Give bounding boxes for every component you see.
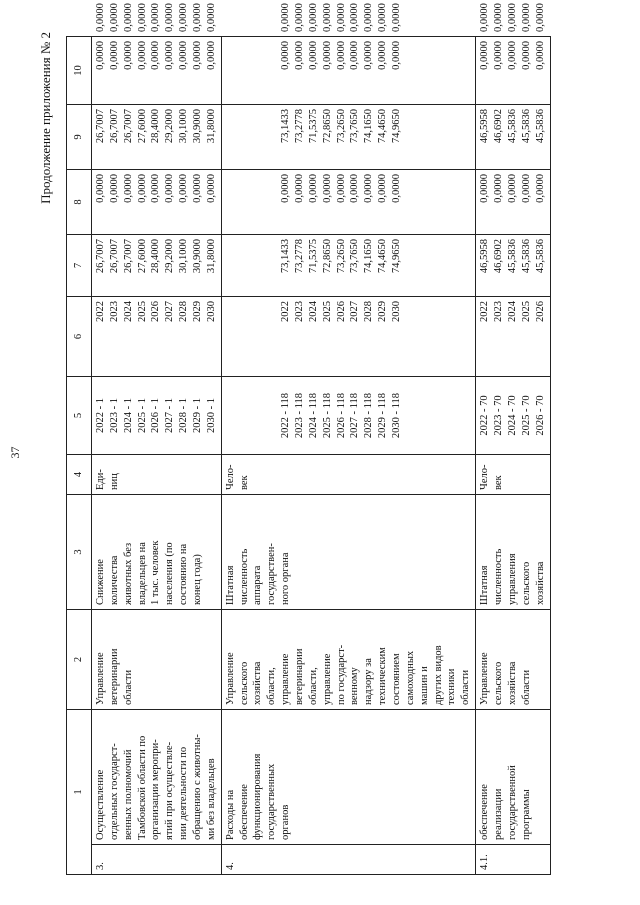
continuation-title: Продолжение приложения № 2 [38, 32, 53, 204]
col7-values: 0,0000 0,0000 0,0000 0,0000 0,0000 0,0000 0,0000 0,0000 0,0000 [221, 170, 475, 235]
col9-values: 0,0000 0,0000 0,0000 0,0000 0,0000 0,0000 0,0000 0,0000 0,0000 [92, 37, 222, 105]
unit: Еди- ниц [92, 455, 222, 495]
target-values: 2022 - 1 2023 - 1 2024 - 1 2025 - 1 2026 - 1 2027 - 1 2028 - 1 2029 - 1 2030 - 1 [92, 377, 222, 455]
target-values: 2022 - 118 2023 - 118 2024 - 118 2025 - 118 2026 - 118 2027 - 118 2028 - 118 2029 - 118 2030 - 118 [221, 377, 475, 455]
years: 2022 2023 2024 2025 2026 2027 2028 2029 2030 [92, 297, 222, 377]
col7-values: 0,0000 0,0000 0,0000 0,0000 0,0000 0,0000 0,0000 0,0000 0,0000 [92, 170, 222, 235]
row-number: 3. [92, 845, 222, 875]
col-header-8: 8 [67, 170, 92, 235]
col-header-6: 6 [67, 297, 92, 377]
column-number-row [67, 37, 92, 875]
row-number: 4.1. [476, 845, 550, 875]
indicator: Штатная численность управления сельского хозяйства [476, 495, 550, 610]
total-values: 73,1433 73,2778 71,5375 72,8650 73,2650 73,7650 74,1650 74,4650 74,9650 [221, 235, 475, 297]
page-number: 37 [8, 446, 22, 459]
col8-values: 26,7007 26,7007 26,7007 27,6000 28,4000 29,2000 30,1000 30,9000 31,8000 [92, 105, 222, 170]
years: 2022 2023 2024 2025 2026 [476, 297, 550, 377]
table-row: 3. Осуществление отдельных государст- венных полномочий Тамбовской области по организации меропри- ятий при осуществле- нии деятельности по обращению с животны- ми без владельцев Управление ветеринарии области Снижение количества животных без владельцев на 1 тыс. человек населения (по состоянию на конец года) Еди- ниц 2022 - 1 2023 - 1 2024 - 1 2025 - 1 2026 - 1 2027 - 1 2028 - 1 2029 - 1 2030 - 1 2022 2023 2024 2025 2026 2027 2028 2029 2030 26,7007 26,7007 26,7007 27,6000 28,4000 29,2000 30,1000 30,9000 31,8000 0,0000 0,0000 0,0000 0,0000 0,0000 0,0000 0,0000 0,0000 0,0000 26,7007 26,7007 26,7007 27,6000 28,4000 29,2000 30,1000 30,9000 31,8000 0,0000 0,0000 0,0000 0,0000 0,0000 0,0000 0,0000 0,0000 0,0000 0,0000 0,0000 0,0000 0,0000 0,0000 0,0000 0,0000 0,0000 0,0000 [92, 37, 222, 875]
col7-values: 0,0000 0,0000 0,0000 0,0000 0,0000 [476, 170, 550, 235]
total-values: 26,7007 26,7007 26,7007 27,6000 28,4000 29,2000 30,1000 30,9000 31,8000 [92, 235, 222, 297]
executor: Управление сельского хозяйства области, управление ветеринарии области, управление по государст- венному надзору за техническим состоянием самоходных машин и других видов техники области [221, 610, 475, 710]
col9-values: 0,0000 0,0000 0,0000 0,0000 0,0000 0,0000 0,0000 0,0000 0,0000 [221, 37, 475, 105]
unit: Чело- век [476, 455, 550, 495]
col-header-2: 2 [67, 610, 92, 710]
executor: Управление ветеринарии области [92, 610, 222, 710]
col-header-5: 5 [67, 377, 92, 455]
col-header-3: 3 [67, 495, 92, 610]
total-values: 46,5958 46,6902 45,5836 45,5836 45,5836 [476, 235, 550, 297]
indicator: Штатная численность аппарата государствен- ного органа [221, 495, 475, 610]
program-table [66, 3, 551, 875]
indicator: Снижение количества животных без владельцев на 1 тыс. человек населения (по состоянию на конец года) [92, 495, 222, 610]
activity-name: обеспечение реализации государственной программы [476, 710, 550, 845]
executor: Управление сельского хозяйства области [476, 610, 550, 710]
col8-values: 46,5958 46,6902 45,5836 45,5836 45,5836 [476, 105, 550, 170]
table-row: 4.1. обеспечение реализации государственной программы Управление сельского хозяйства области Штатная численность управления сельского хозяйства Чело- век 2022 - 70 2023 - 70 2024 - 70 2025 - 70 2026 - 70 2022 2023 2024 2025 2026 46,5958 46,6902 45,5836 45,5836 45,5836 0,0000 0,0000 0,0000 0,0000 0,0000 46,5958 46,6902 45,5836 45,5836 45,5836 0,0000 0,0000 0,0000 0,0000 0,0000 0,0000 0,0000 0,0000 0,0000 0,0000 [476, 37, 550, 875]
col-header-9: 9 [67, 105, 92, 170]
table-row: 4. Расходы на обеспечение функционирования государственных органов Управление сельского хозяйства области, управление ветеринарии области, управление по государст- венному надзору за техническим состоянием самоходных машин и других видов техники области Штатная численность аппарата государствен- ного органа Чело- век 2022 - 118 2023 - 118 2024 - 118 2025 - 118 2026 - 118 2027 - 118 2028 - 118 2029 - 118 2030 - 118 2022 2023 2024 2025 2026 2027 2028 2029 2030 73,1433 73,2778 71,5375 72,8650 73,2650 73,7650 74,1650 74,4650 74,9650 0,0000 0,0000 0,0000 0,0000 0,0000 0,0000 0,0000 0,0000 0,0000 73,1433 73,2778 71,5375 72,8650 73,2650 73,7650 74,1650 74,4650 74,9650 0,0000 0,0000 0,0000 0,0000 0,0000 0,0000 0,0000 0,0000 0,0000 0,0000 0,0000 0,0000 0,0000 0,0000 0,0000 0,0000 0,0000 0,0000 [221, 37, 475, 875]
years: 2022 2023 2024 2025 2026 2027 2028 2029 2030 [221, 297, 475, 377]
row-number: 4. [221, 845, 475, 875]
activity-name: Расходы на обеспечение функционирования государственных органов [221, 710, 475, 845]
col-header-1: 1 [67, 710, 92, 875]
target-values: 2022 - 70 2023 - 70 2024 - 70 2025 - 70 2026 - 70 [476, 377, 550, 455]
col9-values: 0,0000 0,0000 0,0000 0,0000 0,0000 [476, 37, 550, 105]
unit: Чело- век [221, 455, 475, 495]
col8-values: 73,1433 73,2778 71,5375 72,8650 73,2650 73,7650 74,1650 74,4650 74,9650 [221, 105, 475, 170]
col-header-7: 7 [67, 235, 92, 297]
col-header-4: 4 [67, 455, 92, 495]
col-header-10: 10 [67, 37, 92, 105]
activity-name: Осуществление отдельных государст- венных полномочий Тамбовской области по организации меропри- ятий при осуществле- нии деятельности по обращению с животны- ми без владельцев [92, 710, 222, 845]
